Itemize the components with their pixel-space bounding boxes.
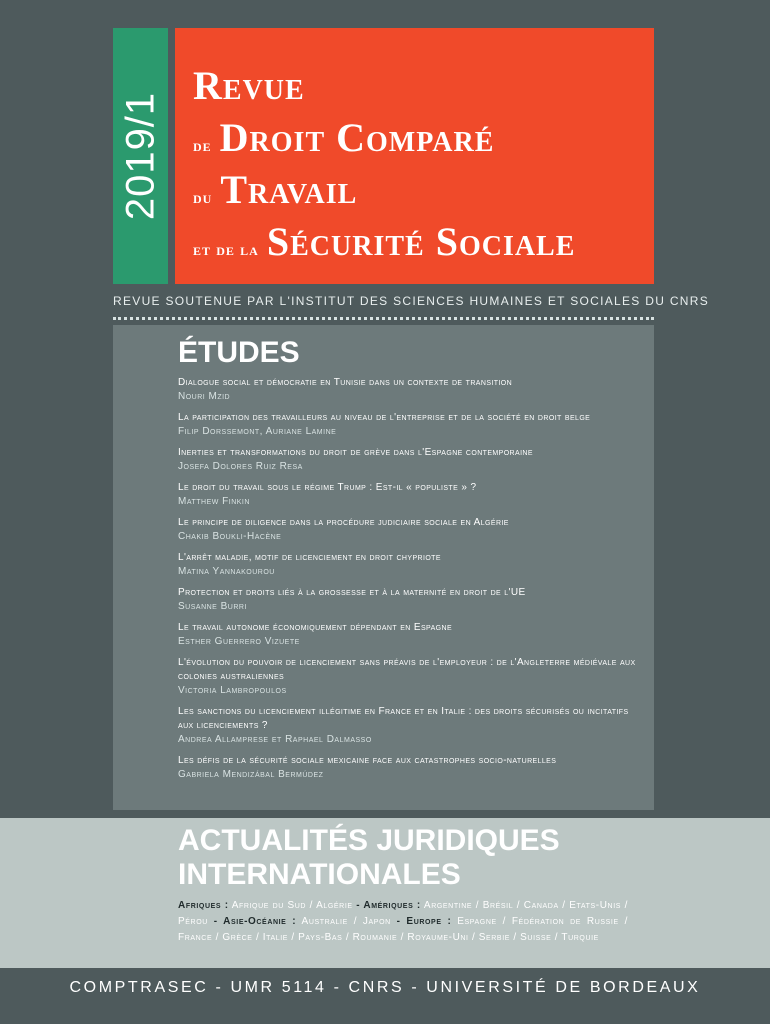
year-band <box>113 28 168 284</box>
journal-title-block <box>175 28 654 284</box>
article-item <box>178 754 638 782</box>
title-travail: Travail <box>220 167 358 212</box>
article-item <box>178 411 638 439</box>
title-prefix-de: de <box>193 136 212 155</box>
article-title: Protection et droits liés à la grossesse et à la maternité en droit de l'UE <box>178 587 526 598</box>
article-author: Chakib Boukli-Hacène <box>178 531 282 542</box>
article-author: Gabriela Mendizábal Bermúdez <box>178 769 324 780</box>
article-title: Le travail autonome économiquement dépendant en Espagne <box>178 622 453 633</box>
article-list <box>178 376 638 789</box>
region-europe-countries: Espagne / Fédération de Russie / France / Grèce / Italie / Pays-Bas / Roumanie / Royaume-Uni / Serbie / Suisse / Turquie <box>178 916 628 943</box>
title-line-3 <box>193 166 357 213</box>
article-author: Matthew Finkin <box>178 496 250 507</box>
title-prefix-du: du <box>193 188 213 207</box>
title-line-1 <box>193 62 305 109</box>
article-item <box>178 705 638 747</box>
article-title: La participation des travailleurs au niveau de l'entreprise et de la société en droit belge <box>178 412 591 423</box>
article-author: Victoria Lambropoulos <box>178 685 287 696</box>
journal-subtitle: REVUE SOUTENUE PAR L'INSTITUT DES SCIENCES HUMAINES ET SOCIALES DU CNRS <box>113 294 710 308</box>
country-list <box>178 898 628 946</box>
article-title: Le droit du travail sous le régime Trump : Est-il « populiste » ? <box>178 482 477 493</box>
article-author: Josefa Dolores Ruiz Resa <box>178 461 303 472</box>
title-line-4 <box>193 218 575 265</box>
article-author: Andrea Allamprese et Raphael Dalmasso <box>178 734 372 745</box>
article-author: Filip Dorssemont, Auriane Lamine <box>178 426 337 437</box>
title-droit-compare: Droit Comparé <box>219 115 495 160</box>
region-ameriques-label: - Amériques : <box>356 900 421 911</box>
title-revue: Revue <box>193 63 305 108</box>
title-line-2 <box>193 114 494 161</box>
article-item <box>178 551 638 579</box>
article-item <box>178 446 638 474</box>
article-author: Matina Yannakourou <box>178 566 275 577</box>
dotted-divider <box>113 317 654 320</box>
article-title: L'arrêt maladie, motif de licenciement en droit chypriote <box>178 552 441 563</box>
article-title: Le principe de diligence dans la procédure judiciaire sociale en Algérie <box>178 517 509 528</box>
article-author: Esther Guerrero Vizuete <box>178 636 300 647</box>
article-author: Susanne Burri <box>178 601 247 612</box>
article-item <box>178 376 638 404</box>
article-title: Les sanctions du licenciement illégitime en France et en Italie : des droits sécurisés ou incitatifs aux licenciements ? <box>178 706 629 731</box>
region-afriques-countries: Afrique du Sud / Algérie <box>231 900 353 911</box>
etudes-heading: ÉTUDES <box>178 336 300 369</box>
footer-publisher: COMPTRASEC - UMR 5114 - CNRS - UNIVERSITÉ DE BORDEAUX <box>69 979 701 996</box>
article-item <box>178 586 638 614</box>
region-afriques-label: Afriques : <box>178 900 229 911</box>
title-prefix-et-de-la: et de la <box>193 240 259 259</box>
article-item <box>178 656 638 698</box>
article-item <box>178 516 638 544</box>
region-europe-label: - Europe : <box>396 916 452 927</box>
article-item <box>178 481 638 509</box>
article-item <box>178 621 638 649</box>
region-asie-label: - Asie-Océanie : <box>213 916 297 927</box>
issue-year: 2019/1 <box>118 91 162 221</box>
article-title: Les défis de la sécurité sociale mexicaine face aux catastrophes socio-naturelles <box>178 755 557 766</box>
region-asie-countries: Australie / Japon <box>301 916 391 927</box>
footer-band <box>0 968 770 1024</box>
article-author: Nouri Mzid <box>178 391 231 402</box>
article-title: Inerties et transformations du droit de grève dans l'Espagne contemporaine <box>178 447 533 458</box>
actualites-heading: ACTUALITÉS JURIDIQUES INTERNATIONALES <box>178 824 560 891</box>
title-securite-sociale: Sécurité Sociale <box>266 219 576 264</box>
region-ameriques-countries: Argentine / Brésil / Canada / Etats-Unis / Pérou <box>178 900 628 927</box>
article-title: L'évolution du pouvoir de licenciement sans préavis de l'employeur : de l'Angleterre médiévale aux colonies australiennes <box>178 657 636 682</box>
article-title: Dialogue social et démocratie en Tunisie dans un contexte de transition <box>178 377 513 388</box>
